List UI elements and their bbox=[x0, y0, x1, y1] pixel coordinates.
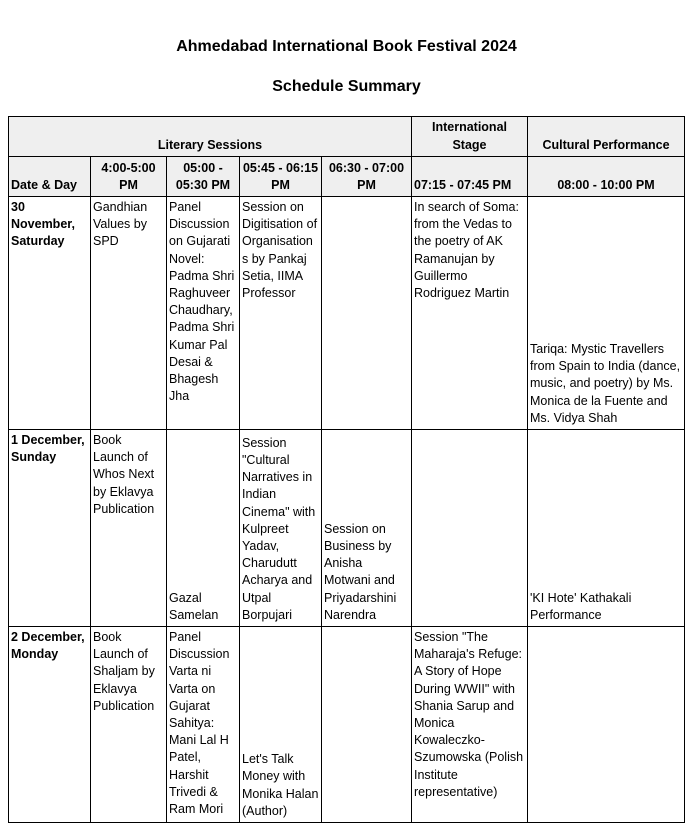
session-cell: In search of Soma: from the Vedas to the poetry of AK Ramanujan by Guillermo Rodriguez Martin bbox=[412, 197, 528, 430]
header-slot-3: 05:45 - 06:15 PM bbox=[240, 157, 322, 197]
header-row-slots bbox=[9, 157, 685, 197]
header-slot-5: 07:15 - 07:45 PM bbox=[412, 157, 528, 197]
header-row-groups bbox=[9, 117, 685, 157]
day-cell: 1 December, Sunday bbox=[9, 430, 91, 627]
document-title: Ahmedabad International Book Festival 2024 bbox=[176, 38, 517, 55]
header-date-day: Date & Day bbox=[9, 157, 91, 197]
session-cell: Session on Business by Anisha Motwani and Priyadarshini Narendra bbox=[322, 430, 412, 627]
header-slot-2: 05:00 - 05:30 PM bbox=[167, 157, 240, 197]
schedule-table bbox=[8, 116, 685, 823]
table-row bbox=[9, 430, 685, 627]
session-cell: Gandhian Values by SPD bbox=[91, 197, 167, 430]
session-cell: Book Launch of Shaljam by Eklavya Publication bbox=[91, 627, 167, 823]
session-cell: Session "The Maharaja's Refuge: A Story of Hope During WWII" with Shania Sarup and Monica Kowaleczko-Szumowska (Polish Institute representative) bbox=[412, 627, 528, 823]
table-row bbox=[9, 627, 685, 823]
day-cell: 30 November, Saturday bbox=[9, 197, 91, 430]
header-slot-6: 08:00 - 10:00 PM bbox=[528, 157, 685, 197]
header-cultural-performance: Cultural Performance bbox=[528, 117, 685, 157]
session-cell: Panel Discussion on Gujarati Novel: Padma Shri Raghuveer Chaudhary, Padma Shri Kumar Pal Desai & Bhagesh Jha bbox=[167, 197, 240, 430]
session-cell: Session on Digitisation of Organisations by Pankaj Setia, IIMA Professor bbox=[240, 197, 322, 430]
session-cell bbox=[322, 627, 412, 823]
header-literary-sessions: Literary Sessions bbox=[9, 117, 412, 157]
session-cell: Tariqa: Mystic Travellers from Spain to India (dance, music, and poetry) by Ms. Monica de la Fuente and Ms. Vidya Shah bbox=[528, 197, 685, 430]
session-cell: Panel Discussion Varta ni Varta on Gujarat Sahitya: Mani Lal H Patel, Harshit Trivedi & Ram Mori bbox=[167, 627, 240, 823]
header-slot-4: 06:30 - 07:00 PM bbox=[322, 157, 412, 197]
header-slot-1: 4:00-5:00 PM bbox=[91, 157, 167, 197]
session-cell: Book Launch of Whos Next by Eklavya Publication bbox=[91, 430, 167, 627]
document-subtitle: Schedule Summary bbox=[272, 78, 421, 95]
session-cell: Session "Cultural Narratives in Indian Cinema" with Kulpreet Yadav, Charudutt Acharya and Utpal Borpujari bbox=[240, 430, 322, 627]
session-cell: Gazal Samelan bbox=[167, 430, 240, 627]
session-cell: Let's Talk Money with Monika Halan (Author) bbox=[240, 627, 322, 823]
session-cell bbox=[412, 430, 528, 627]
session-cell: 'KI Hote' Kathakali Performance bbox=[528, 430, 685, 627]
header-international-stage: International Stage bbox=[412, 117, 528, 157]
session-cell bbox=[322, 197, 412, 430]
session-cell bbox=[528, 627, 685, 823]
table-row bbox=[9, 197, 685, 430]
day-cell: 2 December, Monday bbox=[9, 627, 91, 823]
